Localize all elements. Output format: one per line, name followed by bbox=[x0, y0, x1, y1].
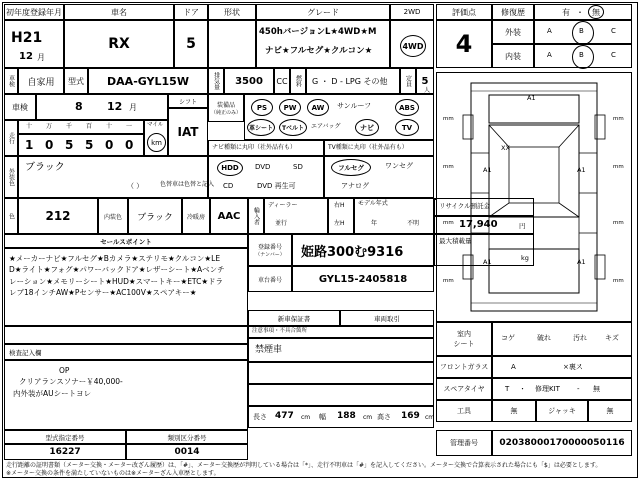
fuel-g: G bbox=[312, 77, 319, 86]
mm-label-3: mm bbox=[443, 278, 454, 284]
sales-line-3: レブ18インチAW★Pセンサー★AC100V★スペアキー★ bbox=[9, 287, 197, 297]
label-fuel bbox=[290, 68, 306, 94]
inspect-entry-header bbox=[4, 344, 248, 360]
notes-header bbox=[248, 326, 434, 338]
eval-score-text: 4 bbox=[455, 30, 473, 58]
damage-mark-3: A1 bbox=[483, 258, 492, 266]
value-fuel bbox=[306, 68, 400, 94]
dims-row bbox=[248, 406, 434, 428]
seat-value-text: 5 bbox=[421, 75, 429, 87]
room-item-0: コゲ bbox=[501, 334, 515, 342]
spare-tire-values bbox=[492, 378, 632, 400]
mileage-unit-3: 百 bbox=[86, 123, 93, 130]
mileage-unit-5: 一 bbox=[126, 123, 133, 130]
equip-navi bbox=[355, 119, 379, 136]
dims-length-unit: cm bbox=[301, 414, 311, 421]
inspect-line-1: クリアランスソナー￥40,000- bbox=[19, 377, 123, 387]
dims-width-unit: cm bbox=[363, 414, 373, 421]
importer-dealer: ディーラー bbox=[268, 202, 298, 209]
mileage-digit-2: 5 bbox=[65, 138, 74, 152]
value-door bbox=[174, 20, 208, 68]
label-frame bbox=[248, 266, 292, 292]
seat-unit: 人 bbox=[424, 87, 431, 94]
value-model bbox=[64, 20, 174, 68]
glass-item-1: ×裏ス bbox=[563, 363, 583, 371]
damage-mark-xx: XX bbox=[501, 144, 510, 152]
value-spec-no bbox=[4, 444, 126, 460]
room-item-1: 破れ bbox=[537, 334, 551, 342]
drive-4wd-circle bbox=[400, 35, 426, 57]
tv-kind-header bbox=[324, 140, 434, 156]
damage-no-circle bbox=[588, 5, 604, 19]
disp-value-text: 3500 bbox=[235, 75, 263, 87]
month-unit: 月 bbox=[37, 53, 45, 62]
label-grade bbox=[256, 4, 390, 20]
label-grade-text: グレード bbox=[307, 7, 339, 17]
color-code-value-text: 212 bbox=[45, 209, 71, 223]
label-shift bbox=[168, 94, 208, 108]
value-ext-color bbox=[18, 156, 208, 198]
value-color-code bbox=[18, 198, 98, 234]
value-grade bbox=[256, 20, 390, 68]
owner-value-text: 自家用 bbox=[27, 77, 55, 88]
nav-dvdplay: DVD 再生可 bbox=[257, 182, 296, 190]
model-year-unknown: 不明 bbox=[407, 220, 420, 227]
mileage-label-text: 走行 bbox=[7, 132, 15, 144]
label-door bbox=[174, 4, 208, 20]
ext-b-circle bbox=[572, 21, 594, 45]
label-tools bbox=[436, 400, 492, 422]
label-equipment bbox=[208, 94, 244, 122]
value-owner bbox=[18, 68, 64, 94]
damage-dot: ・ bbox=[576, 7, 584, 17]
equip-pw bbox=[279, 99, 301, 116]
tool-label-text: 工具 bbox=[457, 407, 471, 415]
cc-text: CC bbox=[276, 76, 288, 86]
mm-label-0: mm bbox=[443, 116, 454, 122]
footer-line-2: ※メーター交換の条件を満たしていないものは※メーターざん入車歴とします。 bbox=[6, 470, 220, 477]
ext-color-label-text: 外装色 bbox=[7, 168, 15, 186]
label-ext-color bbox=[4, 156, 18, 198]
fuel-label-text: 燃料 bbox=[294, 75, 302, 87]
label-damage bbox=[492, 4, 534, 20]
spare-item-4: 無 bbox=[593, 385, 600, 393]
equip-aw-text: AW bbox=[311, 103, 325, 112]
owner-vert-text: 車検 bbox=[7, 75, 15, 87]
spec-label-text: 型式指定番号 bbox=[45, 433, 85, 442]
damage-yes: 有 bbox=[562, 7, 570, 17]
mileage-km-text: km bbox=[151, 138, 162, 147]
tv-fullseg bbox=[331, 159, 371, 176]
mgmt-value-text: 02038000170000050116 bbox=[499, 438, 625, 448]
notes-label: 注意事項・不具合箇所 bbox=[252, 328, 308, 334]
frame-value-text: GYL15-2405818 bbox=[318, 273, 408, 285]
ext-color-note2-visible: 色替車は色替と記入 bbox=[160, 181, 215, 188]
ext-a: A bbox=[547, 27, 552, 35]
value-registration bbox=[292, 234, 434, 266]
value-mgmt-no bbox=[492, 430, 632, 456]
recycle-label: リサイクル預託金 bbox=[439, 202, 491, 210]
notes-value: 禁煙車 bbox=[255, 345, 283, 355]
handle-side bbox=[328, 198, 354, 234]
equip-navi-text: ナビ bbox=[360, 123, 374, 132]
room-label-text: 室内 bbox=[457, 330, 471, 338]
equip-abs-text: ABS bbox=[399, 103, 415, 112]
notes-row3 bbox=[248, 384, 434, 406]
notes-body bbox=[248, 338, 434, 362]
value-type bbox=[88, 68, 208, 94]
inspection-month-unit: 月 bbox=[129, 103, 137, 112]
equip-tbelt bbox=[279, 119, 307, 136]
inspection-label-text: 車検 bbox=[12, 102, 28, 112]
mileage-digit-3: 5 bbox=[85, 138, 94, 152]
nav-cd: CD bbox=[223, 182, 234, 190]
weight-label: 最大積載量 bbox=[439, 237, 472, 245]
room-item-2: 汚れ bbox=[573, 334, 587, 342]
dims-height-unit: cm bbox=[425, 414, 435, 421]
equip-leather-text: 革シート bbox=[248, 125, 273, 132]
damage-value bbox=[534, 4, 632, 20]
glass-label-text: フロントガラス bbox=[439, 363, 489, 371]
sales-line-1: D★ライト★フォグ★パワーバックドア★レザーシート★Aベンチ bbox=[9, 265, 225, 275]
mileage-km-circle bbox=[147, 133, 166, 152]
reg-label1: 登録番号 bbox=[257, 244, 282, 251]
fuel-options bbox=[312, 78, 387, 86]
grade-line2: ナビ★フルセグ★クルコン★ bbox=[265, 46, 373, 56]
model-year-label: モデル年式 bbox=[358, 200, 388, 207]
equip-aw bbox=[307, 99, 329, 116]
value-jack bbox=[588, 400, 632, 422]
front-glass-values bbox=[492, 356, 632, 378]
shift-label-text: シフト bbox=[178, 98, 197, 106]
tv-analog: アナログ bbox=[341, 182, 369, 190]
equip-tv bbox=[395, 119, 419, 136]
label-class-no bbox=[126, 430, 248, 444]
eval-label-text: 評価点 bbox=[452, 7, 476, 17]
label-importer bbox=[248, 198, 264, 234]
tv-kind-body bbox=[324, 156, 434, 198]
equip-sunroof: サンルーフ bbox=[337, 102, 372, 110]
vehicle-diagram-svg bbox=[437, 73, 631, 321]
label-spec-no bbox=[4, 430, 126, 444]
label-new-warranty bbox=[248, 310, 340, 326]
equip-label1: 装備品 bbox=[216, 102, 235, 109]
jack-label-text: ジャッキ bbox=[548, 407, 576, 415]
int-b: B bbox=[579, 51, 584, 59]
drive-4wd-text: 4WD bbox=[402, 41, 424, 51]
equip-airbag: エアバッグ bbox=[311, 123, 341, 130]
reg-value-text: 姫路300む9316 bbox=[301, 244, 404, 260]
disp-label-text: 排気量 bbox=[212, 72, 220, 90]
value-inspection bbox=[36, 94, 168, 120]
equip-tbelt-text: Tベルト bbox=[281, 125, 305, 132]
equip-ps bbox=[251, 99, 273, 116]
drive-2wd-text: 2WD bbox=[403, 8, 421, 16]
mileage-unit-1: 万 bbox=[46, 123, 53, 130]
type-value-text: DAA-GYL15W bbox=[107, 74, 189, 88]
class-label-text: 類別区分番号 bbox=[167, 433, 207, 442]
inspection-year: 8 bbox=[75, 100, 83, 113]
int-a: A bbox=[547, 51, 552, 59]
model-value-text: RX bbox=[108, 36, 130, 52]
spare-item-1: ・ bbox=[519, 385, 526, 393]
damage-no: 無 bbox=[592, 7, 600, 17]
label-model bbox=[64, 4, 174, 20]
spare-item-2: 修理KIT bbox=[535, 385, 560, 393]
label-exterior bbox=[492, 20, 534, 44]
type-label-text: 型式 bbox=[68, 76, 84, 86]
tv-kind-label: TV種類に丸印（社外品有も） bbox=[328, 144, 408, 151]
recycle-value: 17,940 bbox=[459, 219, 498, 230]
nav-dvd: DVD bbox=[255, 163, 271, 171]
label-color-code bbox=[4, 198, 18, 234]
fuel-other: その他 bbox=[363, 77, 388, 86]
weight-unit: kg bbox=[521, 254, 529, 262]
tool-value-text: 無 bbox=[510, 407, 518, 415]
dims-width-value: 188 bbox=[337, 411, 356, 421]
nav-sd: SD bbox=[293, 163, 303, 171]
mileage-unit-0: 十 bbox=[26, 123, 33, 130]
notes-row2 bbox=[248, 362, 434, 384]
equip-tv-text: TV bbox=[401, 123, 413, 132]
door-value-text: 5 bbox=[186, 36, 196, 52]
year-value: H21 bbox=[11, 30, 43, 46]
sales-extra-row bbox=[4, 326, 248, 344]
label-year bbox=[4, 4, 64, 20]
label-owner-vert bbox=[4, 68, 18, 94]
jack-value-text: 無 bbox=[606, 407, 614, 415]
ext-c: C bbox=[611, 27, 616, 35]
sales-title-text: セールスポイント bbox=[100, 237, 152, 246]
mileage-unit-4: 十 bbox=[106, 123, 113, 130]
mileage-digit-0: 1 bbox=[25, 138, 34, 152]
equip-abs bbox=[395, 99, 419, 116]
interior-grades bbox=[534, 44, 632, 68]
dims-length-label: 長さ bbox=[253, 413, 267, 421]
label-jack bbox=[536, 400, 588, 422]
aircon-value-text: AAC bbox=[217, 210, 241, 222]
mileage-mile-label: マイル bbox=[147, 122, 164, 128]
value-frame bbox=[292, 266, 434, 292]
new-warranty-text: 新車保証書 bbox=[277, 314, 311, 323]
equipment-grid bbox=[244, 94, 434, 140]
label-year-text: 初年度登録年月 bbox=[6, 7, 62, 17]
eval-score bbox=[436, 20, 492, 68]
damage-mark-0: A1 bbox=[527, 94, 536, 102]
spare-item-0: T bbox=[505, 385, 510, 393]
label-registration bbox=[248, 234, 292, 266]
mileage-unit-cell bbox=[144, 120, 168, 156]
importer-options bbox=[264, 198, 328, 234]
mileage-digits-row bbox=[18, 134, 144, 156]
equip-pw-text: PW bbox=[283, 103, 297, 112]
glass-item-0: A bbox=[511, 363, 516, 371]
label-model-text: 車名 bbox=[111, 7, 127, 17]
mgmt-label-text: 管理番号 bbox=[450, 439, 478, 447]
nav-kind-header bbox=[208, 140, 324, 156]
int-label-text: 内装 bbox=[505, 51, 521, 61]
sales-line-2: レーション★メモリーシート★HUD★スマートキー★ETC★ドラ bbox=[9, 276, 224, 286]
ext-color-value: ブラック bbox=[25, 162, 65, 173]
label-seats bbox=[400, 68, 416, 94]
vehicle-deal-text: 車両取引 bbox=[374, 314, 400, 323]
label-front-glass bbox=[436, 356, 492, 378]
label-inspection bbox=[4, 94, 36, 120]
importer-label-text: 輪入者 bbox=[252, 207, 260, 225]
label-door-text: ドア bbox=[183, 7, 199, 17]
fuel-lpg: LPG bbox=[345, 77, 361, 86]
spec-value-text: 16227 bbox=[49, 447, 81, 457]
value-int-color bbox=[128, 198, 182, 234]
spare-label-text: スペアタイヤ bbox=[443, 385, 485, 393]
label-eval bbox=[436, 4, 492, 20]
mm-label-6: mm bbox=[613, 220, 624, 226]
value-shape bbox=[208, 20, 256, 68]
seat-label-text: 定員 bbox=[404, 75, 412, 87]
dims-height-value: 169 bbox=[401, 411, 420, 421]
label-shape-text: 形状 bbox=[224, 7, 240, 17]
value-drive bbox=[390, 20, 434, 68]
mm-label-4: mm bbox=[613, 116, 624, 122]
value-shift bbox=[168, 108, 208, 156]
label-drive bbox=[390, 4, 434, 20]
equip-leather bbox=[247, 119, 275, 136]
mileage-digit-5: 0 bbox=[125, 138, 134, 152]
nav-kind-body bbox=[208, 156, 324, 198]
equip-ps-text: PS bbox=[256, 103, 268, 112]
equip-label2: （純正のみ） bbox=[210, 110, 241, 116]
sales-line-0: ★メーカーナビ★フルセグ★Bカメラ★ステリモ★クルコン★LE bbox=[9, 254, 221, 263]
value-class-no bbox=[126, 444, 248, 460]
tv-oneseg: ワンセグ bbox=[385, 162, 413, 170]
vehicle-diagram-panel bbox=[436, 72, 632, 322]
ext-color-note: （ ） bbox=[127, 182, 144, 190]
tv-fullseg-text: フルセグ bbox=[338, 164, 364, 172]
value-aircon bbox=[210, 198, 248, 234]
mm-label-2: mm bbox=[443, 220, 454, 226]
label-interior bbox=[492, 44, 534, 68]
label-spare-tire bbox=[436, 378, 492, 400]
fuel-d: D bbox=[331, 77, 338, 86]
room-item-3: キズ bbox=[605, 334, 619, 342]
mm-label-5: mm bbox=[613, 164, 624, 170]
mileage-units-row bbox=[18, 120, 144, 134]
month-value: 12 bbox=[19, 51, 33, 62]
inspect-entry-body bbox=[4, 360, 248, 430]
value-displacement bbox=[224, 68, 274, 94]
frame-label-text: 車台番号 bbox=[257, 276, 282, 284]
label-int-color bbox=[98, 198, 128, 234]
damage-mark-4: A1 bbox=[577, 258, 586, 266]
handle-right: 右H bbox=[334, 202, 345, 209]
recycle-unit: 円 bbox=[519, 222, 526, 230]
inspect-entry-label-text: 検査記入欄 bbox=[9, 348, 42, 357]
label-room-seat bbox=[436, 322, 492, 356]
label-shape bbox=[208, 4, 256, 20]
sales-point-body bbox=[4, 248, 248, 326]
importer-parallel: 並行 bbox=[275, 220, 288, 227]
model-year-box bbox=[354, 198, 434, 234]
reg-label2: （ナンバー） bbox=[255, 252, 285, 258]
dims-height-label: 高さ bbox=[377, 413, 391, 421]
aircon-label-text: 冷暖房 bbox=[186, 213, 205, 221]
inspection-month: 12 bbox=[107, 100, 123, 113]
label-displacement bbox=[208, 68, 224, 94]
seat-label-text2: シート bbox=[453, 340, 475, 348]
label-mgmt-no bbox=[436, 430, 492, 456]
grade-line1: 450hバージョンL★4WD★M bbox=[259, 27, 377, 37]
int-color-label-text: 内装色 bbox=[103, 213, 122, 221]
fuel-dash: - bbox=[340, 77, 343, 86]
footer-line-1: 走行距離の証明書類（メーター交換・メーター改ざん履歴）は、「#」、メーター交換歴が判明している場合は「*」、走行不明車は「#」を記入してください。メーター交換で合算表示された場合にも「$」は必要とします。 bbox=[6, 462, 602, 469]
fuel-dot1: ・ bbox=[320, 77, 329, 86]
nav-hdd-text: HDD bbox=[221, 164, 239, 172]
color-code-label-text: 色 bbox=[7, 213, 15, 219]
int-c: C bbox=[611, 51, 616, 59]
handle-left: 左H bbox=[334, 220, 345, 227]
inspect-line-2: 内外装がAUシートヨレ bbox=[13, 388, 92, 398]
nav-hdd bbox=[217, 160, 243, 176]
dims-length-value: 477 bbox=[275, 411, 294, 421]
label-vehicle-deal bbox=[340, 310, 434, 326]
mm-label-7: mm bbox=[613, 278, 624, 284]
damage-label-text: 修復歴 bbox=[501, 7, 525, 17]
mileage-digit-1: 0 bbox=[45, 138, 54, 152]
model-year-year: 年 bbox=[371, 220, 378, 227]
class-value-text: 0014 bbox=[174, 447, 200, 457]
value-tools bbox=[492, 400, 536, 422]
inspect-line-0: OP bbox=[59, 366, 70, 375]
dims-width-label: 幅 bbox=[319, 413, 326, 421]
ext-label-text: 外装 bbox=[505, 27, 521, 37]
ext-b: B bbox=[579, 27, 584, 35]
sales-point-header bbox=[4, 234, 248, 248]
label-aircon bbox=[182, 198, 210, 234]
mm-label-1: mm bbox=[443, 164, 454, 170]
shift-value-text: IAT bbox=[177, 125, 199, 139]
int-color-value-text: ブラック bbox=[137, 212, 173, 223]
nav-kind-label: ナビ種類に丸印（社外品有も） bbox=[212, 144, 297, 151]
room-condition-values bbox=[492, 322, 632, 356]
exterior-grades bbox=[534, 20, 632, 44]
mileage-unit-2: 千 bbox=[66, 123, 73, 130]
damage-mark-1: A1 bbox=[483, 166, 492, 174]
mileage-digit-4: 0 bbox=[105, 138, 114, 152]
label-type bbox=[64, 68, 88, 94]
int-b-circle bbox=[572, 45, 594, 69]
label-mileage bbox=[4, 120, 18, 156]
spare-item-3: - bbox=[577, 385, 580, 393]
unit-cc bbox=[274, 68, 290, 94]
value-year bbox=[4, 20, 64, 68]
damage-mark-2: A1 bbox=[577, 166, 586, 174]
